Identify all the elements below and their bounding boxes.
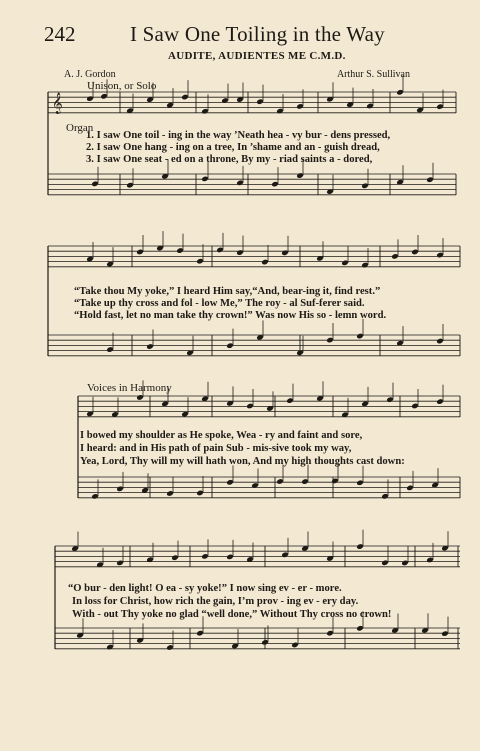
lyric-line: 3. I saw One seat - ed on a throne, By my - riad saints a - dored, (86, 154, 373, 165)
lyric-line: “O bur - den light! O ea - sy yoke!” I now sing ev - er - more. (68, 583, 342, 594)
staff-system3-1 (78, 477, 460, 498)
author-credit: A. J. Gordon (64, 69, 116, 80)
staff-system4-0 (55, 546, 460, 567)
staff-system4-1 (55, 628, 460, 649)
tune-name: AUDITE, AUDIENTES ME C.M.D. (168, 50, 346, 62)
organ-direction: Organ (66, 122, 94, 134)
lyric-line: 1. I saw One toil - ing in the way ’Neath hea - vy bur - dens pressed, (86, 130, 391, 141)
svg-text:𝄞: 𝄞 (52, 93, 63, 114)
lyric-line: In loss for Christ, how rich the gain, I’m prov - ing ev - ery day. (72, 596, 359, 607)
lyric-line: With - out Thy yoke no glad “well done,” Without Thy cross no crown! (72, 609, 392, 620)
lyric-line: 2. I saw One hang - ing on a tree, In ’shame and an - guish dread, (86, 142, 380, 153)
staff-system1-0 (48, 92, 456, 113)
lyric-line: “Take up thy cross and fol - low Me,” The roy - al Suf-ferer said. (74, 298, 365, 309)
staff-system1-1 (48, 174, 456, 195)
lyric-line: Yea, Lord, Thy will my will hath won, And my high thoughts cast down: (80, 456, 405, 467)
hymn-number: 242 (44, 22, 76, 46)
composer-credit: Arthur S. Sullivan (336, 69, 410, 80)
harmony-direction: Voices in Harmony (87, 382, 172, 394)
lyric-line: I heard: and in His path of pain Sub - mis-sive took my way, (80, 443, 352, 454)
lyric-line: “Take thou My yoke,” I heard Him say,“And, bear-ing it, find rest.” (74, 286, 381, 297)
unison-direction: Unison, or Solo (87, 80, 157, 92)
hymn-title: I Saw One Toiling in the Way (130, 22, 385, 46)
lyric-line: I bowed my shoulder as He spoke, Wea - ry and faint and sore, (80, 430, 363, 441)
lyric-line: “Hold fast, let no man take thy crown!” Was now His so - lemn word. (74, 310, 387, 321)
